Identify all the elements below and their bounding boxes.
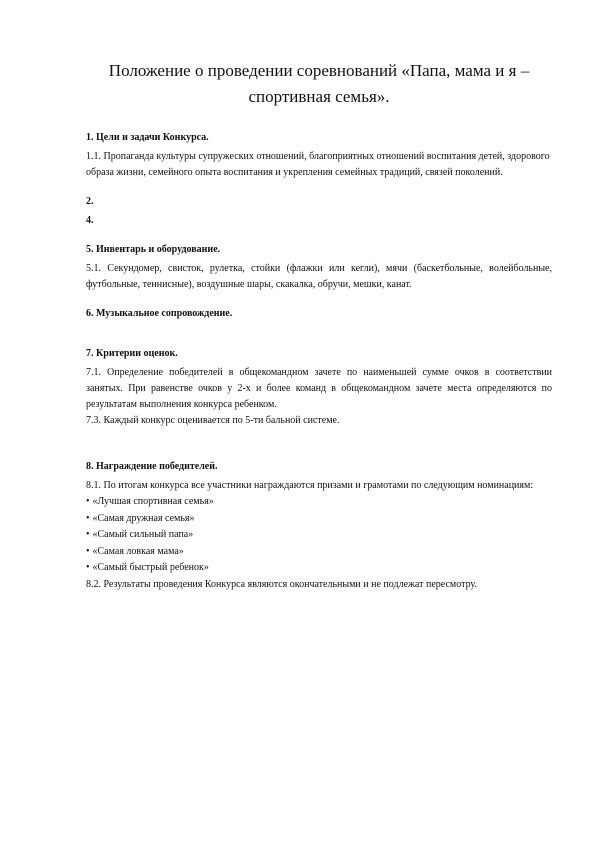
title-line-1: Положение о проведении соревнований «Папа, мама и я – bbox=[108, 61, 530, 80]
section-awards-heading: 8. Награждение победителей. bbox=[86, 461, 218, 472]
section-goals bbox=[86, 130, 552, 181]
section-criteria-heading: 7. Критерии оценок. bbox=[86, 348, 178, 359]
nomination-item: • «Самая ловкая мама» bbox=[86, 544, 552, 561]
nomination-item: • «Лучшая спортивная семья» bbox=[86, 494, 552, 511]
section-2-heading: 2. bbox=[86, 196, 94, 207]
section-awards bbox=[86, 459, 552, 593]
section-music-heading: 6. Музыкальное сопровождение. bbox=[86, 308, 233, 319]
section-4 bbox=[86, 213, 552, 229]
section-equipment-heading: 5. Инвентарь и оборудование. bbox=[86, 244, 221, 255]
section-criteria-text-1: 7.1. Определение победителей в общекомандном зачете по наименьшей сумме очков в соответствии занятых. При равенстве очков у 2-х и более команд в общекомандном зачете места определяются по результатам выполнения конкурса ребенком. bbox=[86, 367, 552, 410]
section-goals-text: 1.1. Пропаганда культуры супружеских отношений, благоприятных отношений воспитания детей, здорового образа жизни, семейного опыта воспитания и укрепления семейных традиций, связей поколений. bbox=[86, 151, 550, 178]
nominations-list bbox=[86, 494, 552, 577]
section-awards-intro: 8.1. По итогам конкурса все участники награждаются призами и грамотами по следующим номинациям: bbox=[86, 480, 534, 491]
document-title bbox=[86, 0, 552, 110]
section-2 bbox=[86, 194, 552, 210]
section-criteria-text-2: 7.3. Каждый конкурс оценивается по 5-ти бальной системе. bbox=[86, 415, 340, 426]
title-line-2: спортивная семья». bbox=[248, 87, 390, 106]
nomination-item: • «Самая дружная семья» bbox=[86, 511, 552, 528]
section-awards-final: 8.2. Результаты проведения Конкурса являются окончательными и не подлежат пересмотру. bbox=[86, 578, 477, 590]
nomination-item: • «Самый быстрый ребенок» bbox=[86, 560, 552, 577]
section-equipment bbox=[86, 242, 552, 293]
section-4-heading: 4. bbox=[86, 215, 94, 226]
section-goals-heading: 1. Цели и задачи Конкурса. bbox=[86, 132, 209, 143]
section-equipment-text: 5.1. Секундомер, свисток, рулетка, стойки (флажки или кегли), мячи (баскетбольные, волейбольные, футбольные, теннисные), воздушные шары, скакалка, обручи, мешки, канат. bbox=[86, 263, 552, 290]
section-criteria bbox=[86, 346, 552, 429]
nomination-item: • «Самый сильный папа» bbox=[86, 527, 552, 544]
section-music bbox=[86, 306, 552, 322]
